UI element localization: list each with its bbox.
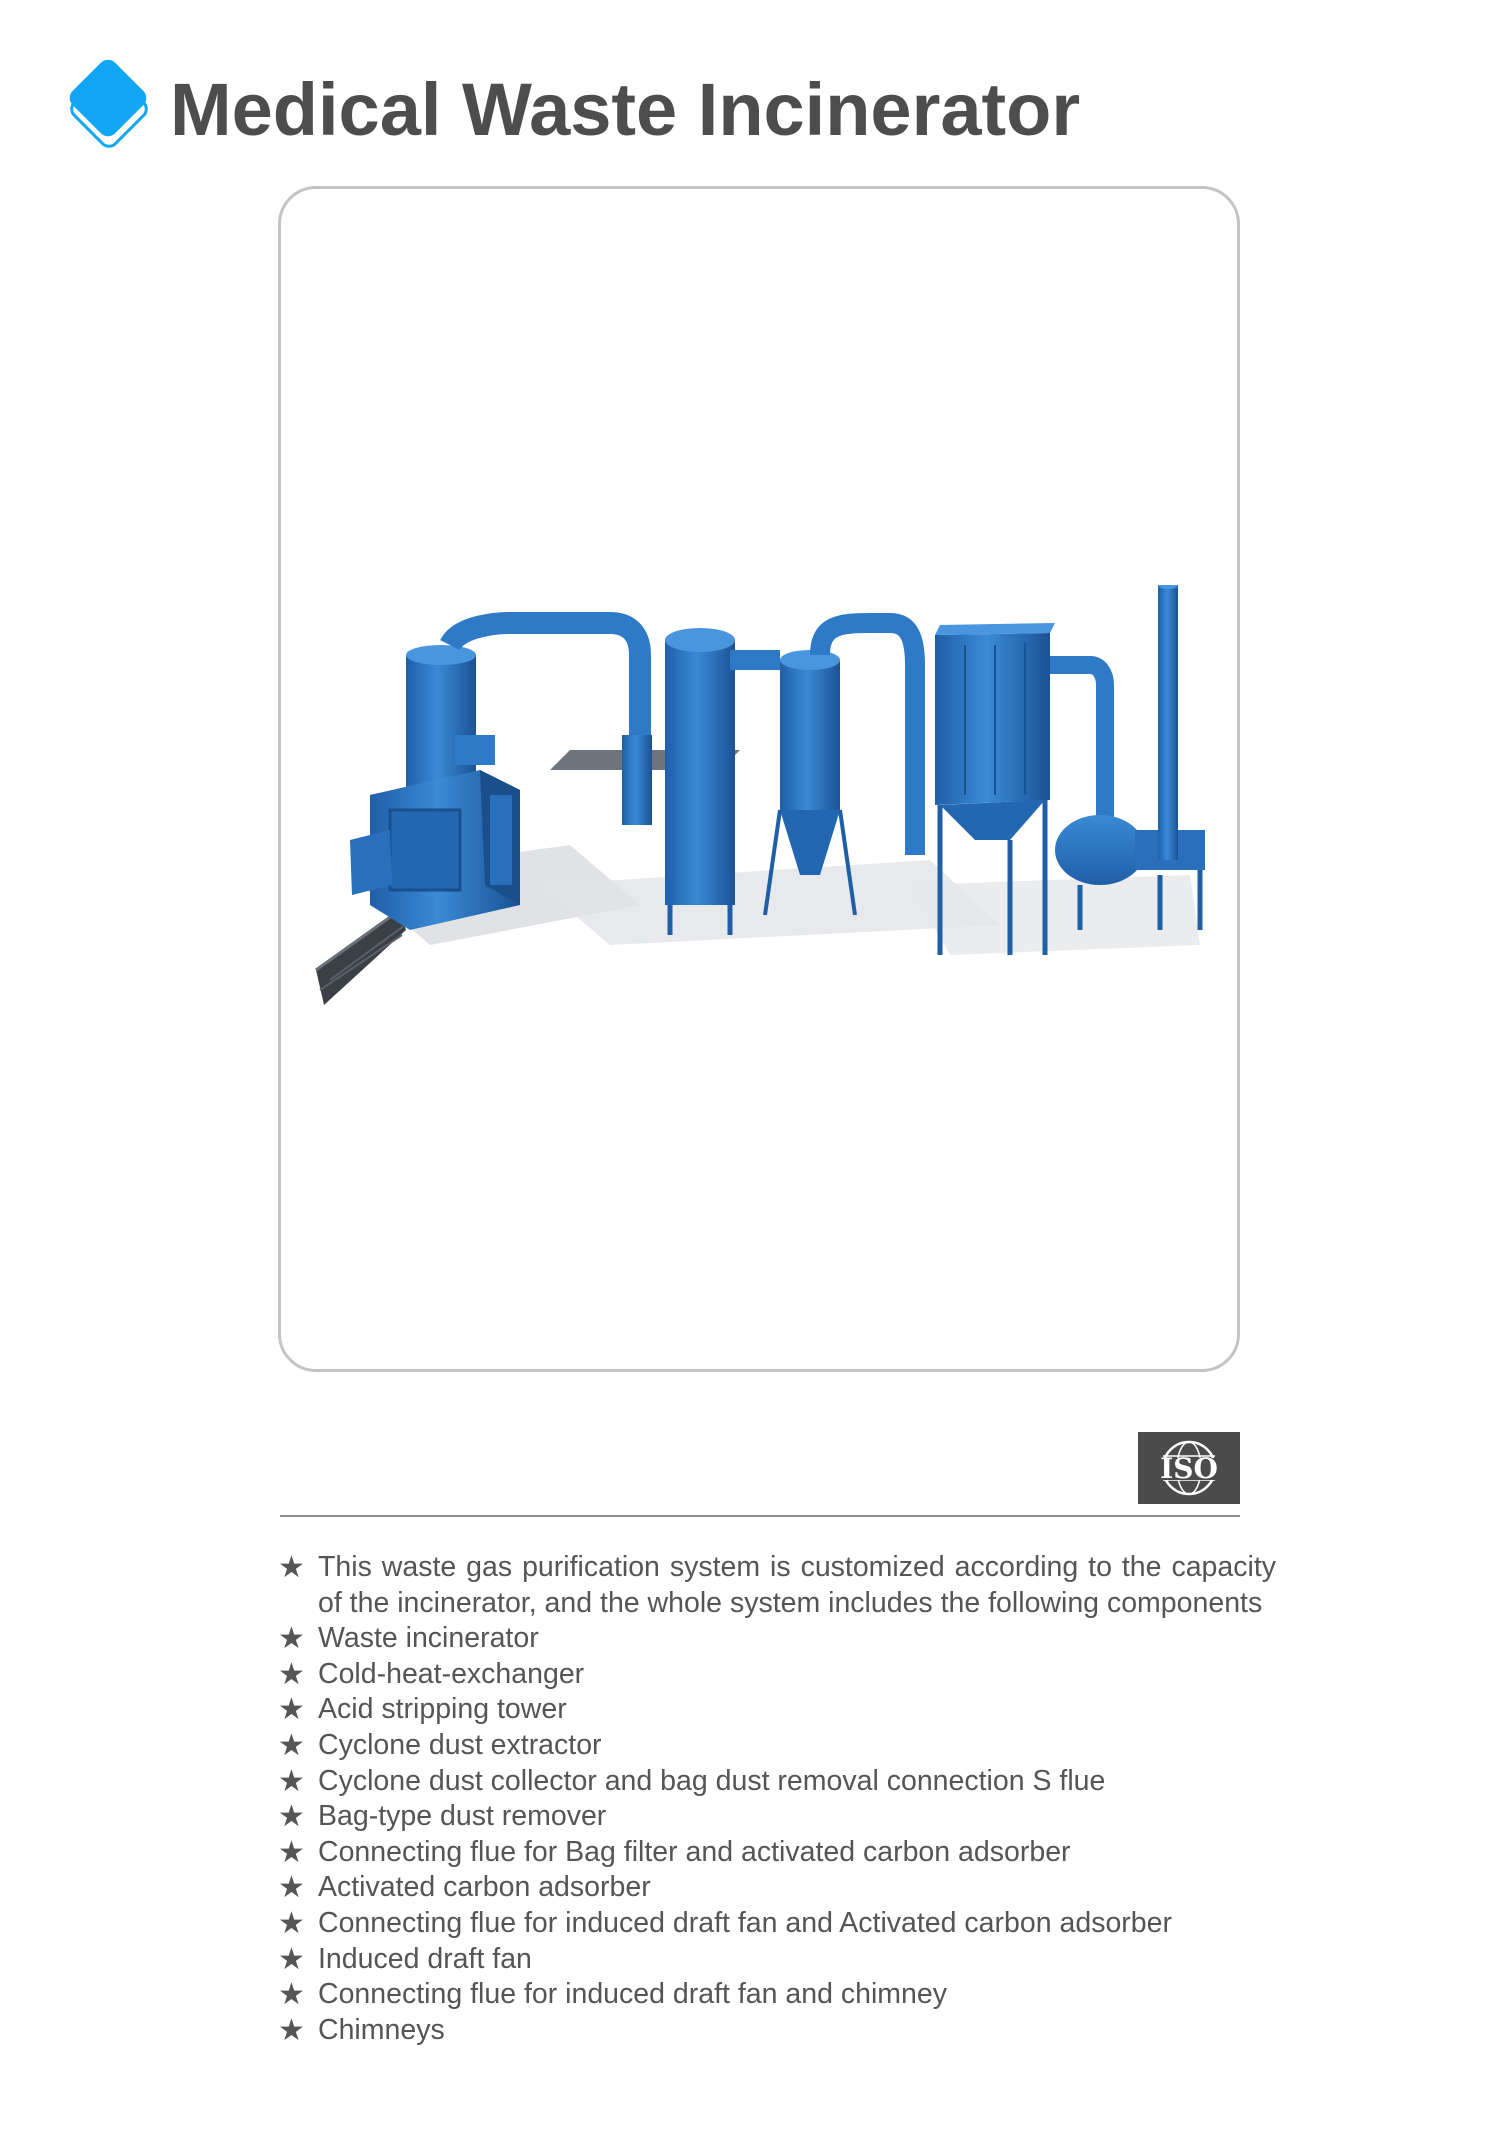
- star-icon: ★: [278, 1692, 305, 1728]
- star-icon: ★: [278, 1763, 305, 1799]
- star-icon: ★: [278, 1941, 305, 1977]
- star-icon: ★: [278, 1550, 305, 1585]
- divider-line: [280, 1515, 1240, 1517]
- incinerator-system-illustration: [310, 585, 1210, 1005]
- star-icon: ★: [278, 2012, 305, 2048]
- iso-badge-text: ISO: [1160, 1452, 1218, 1485]
- list-item: ★ Connecting flue for induced draft fan and Activated carbon adsorber: [278, 1905, 1172, 1941]
- list-item: ★ Chimneys: [278, 2012, 445, 2048]
- list-item: ★ Induced draft fan: [278, 1941, 532, 1977]
- star-icon: ★: [278, 1799, 305, 1835]
- list-item: ★ Waste incinerator: [278, 1621, 539, 1657]
- star-icon: ★: [278, 1977, 305, 2013]
- star-icon: ★: [278, 1621, 305, 1657]
- page-title: Medical Waste Incinerator: [170, 68, 1081, 151]
- list-item: ★ Acid stripping tower: [278, 1692, 567, 1728]
- list-item: ★ Cyclone dust collector and bag dust removal connection S flue: [278, 1763, 1106, 1799]
- list-item: ★ Connecting flue for induced draft fan and chimney: [278, 1977, 947, 2013]
- list-item: ★ Cyclone dust extractor: [278, 1727, 602, 1763]
- list-item: ★ Bag-type dust remover: [278, 1799, 607, 1835]
- blue-diamond-icon: [62, 56, 154, 160]
- list-item: ★ Activated carbon adsorber: [278, 1870, 651, 1906]
- star-icon: ★: [278, 1834, 305, 1870]
- component-list: [278, 1550, 1276, 2048]
- star-icon: ★: [278, 1870, 305, 1906]
- chimney: [1158, 585, 1178, 860]
- list-item: ★ Connecting flue for Bag filter and activated carbon adsorber: [278, 1834, 1071, 1870]
- conveyor-belt: [316, 910, 406, 1005]
- star-icon: ★: [278, 1905, 305, 1941]
- star-icon: ★: [278, 1656, 305, 1692]
- iso-logo-badge: [1138, 1432, 1240, 1504]
- list-item: ★ This waste gas purification system is customized according to the capacity of the incinerator, and the whole system includes the following components: [278, 1550, 1276, 1619]
- list-item: ★ Cold-heat-exchanger: [278, 1656, 585, 1692]
- waste-incinerator: [350, 645, 520, 930]
- acid-stripping-tower: [665, 628, 735, 935]
- star-icon: ★: [278, 1727, 305, 1763]
